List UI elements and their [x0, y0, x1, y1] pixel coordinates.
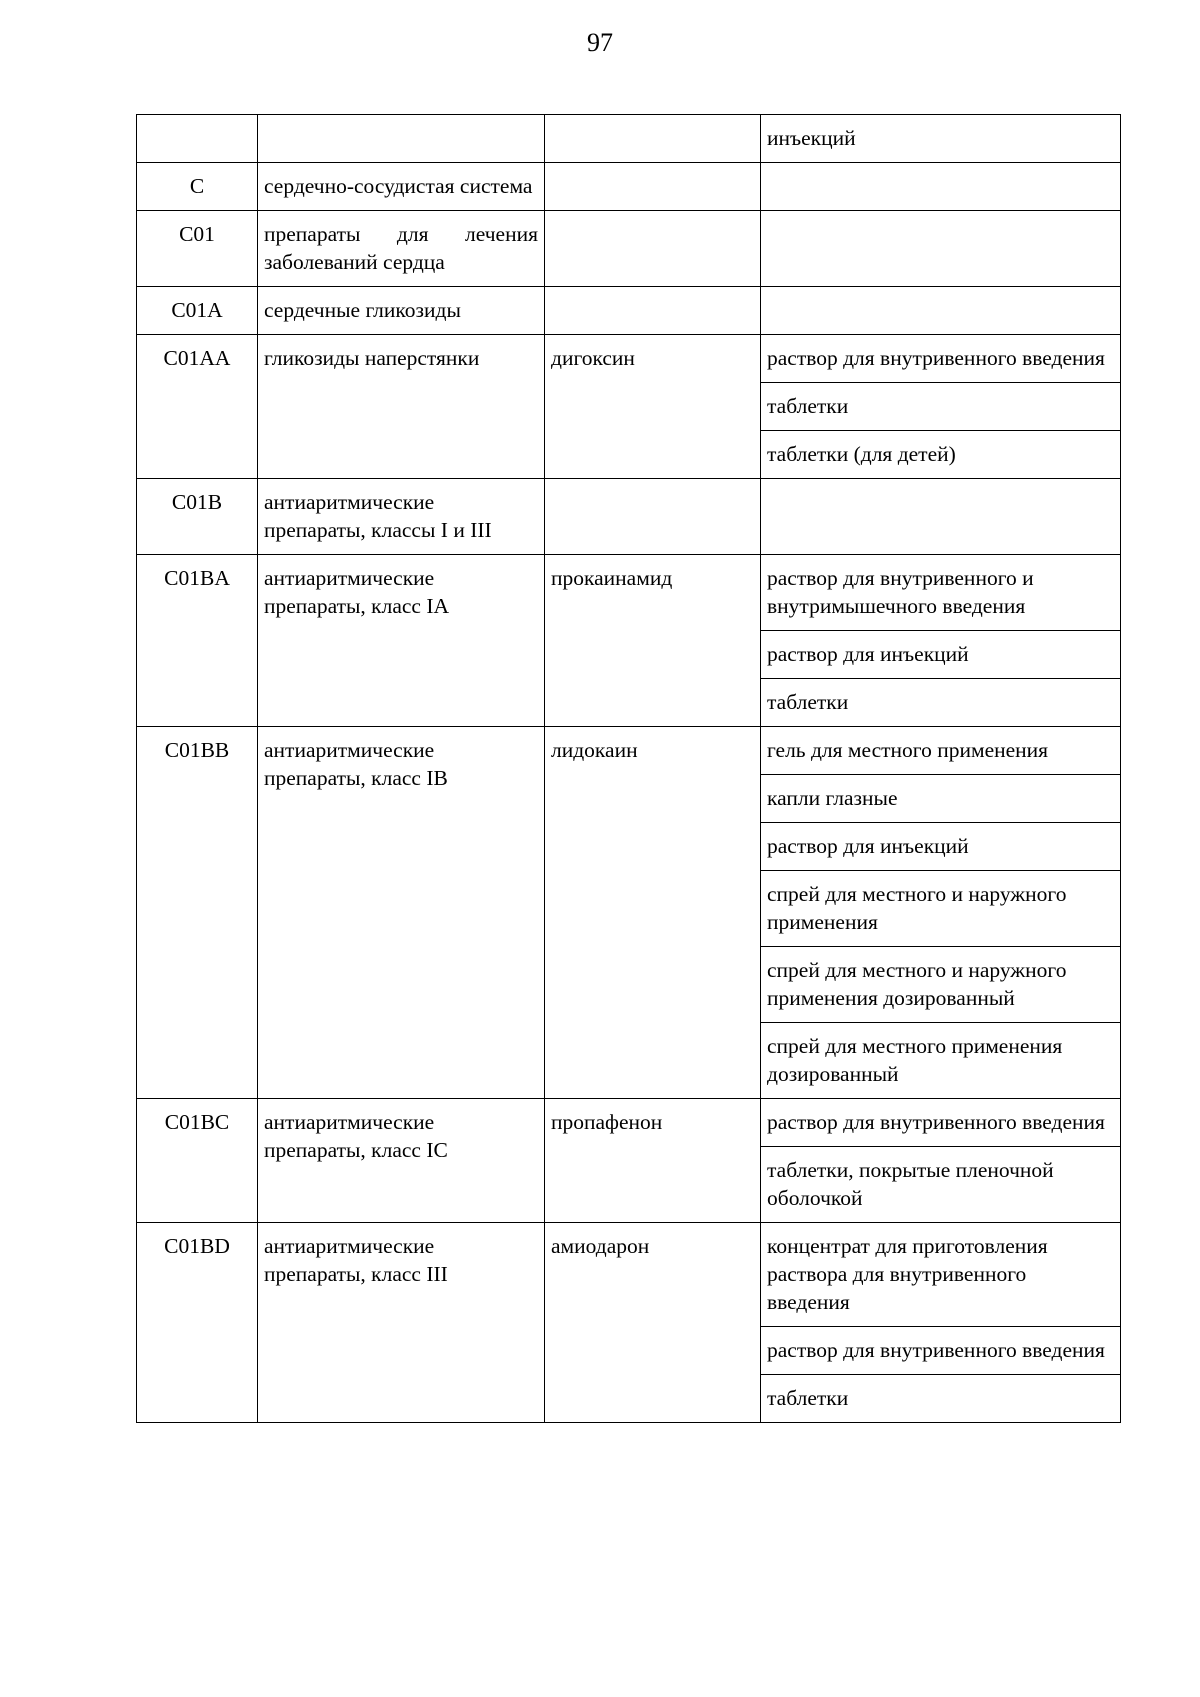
dosage-form-cell: инъекций: [761, 115, 1121, 163]
dosage-form-cell: [761, 287, 1121, 335]
dosage-form-cell: спрей для местного и наружного применения: [761, 871, 1121, 947]
dosage-form-cell: раствор для инъекций: [761, 631, 1121, 679]
group-name-cell: сердечно-сосудистая система: [258, 163, 545, 211]
drug-name-cell: прокаинамид: [545, 555, 761, 727]
table-row: [137, 115, 1121, 163]
table-row: [137, 211, 1121, 287]
dosage-form-cell: [761, 163, 1121, 211]
atc-code-cell: C01: [137, 211, 258, 287]
group-name-cell: антиаритмические препараты, класс IB: [258, 727, 545, 1099]
dosage-form-cell: таблетки: [761, 679, 1121, 727]
group-name-cell: гликозиды наперстянки: [258, 335, 545, 479]
group-name-cell: антиаритмические препараты, класс IA: [258, 555, 545, 727]
atc-code-cell: C01BB: [137, 727, 258, 1099]
atc-code-cell: [137, 115, 258, 163]
dosage-form-cell: концентрат для приготовления раствора для внутривенного введения: [761, 1223, 1121, 1327]
table-row: [137, 555, 1121, 631]
drug-name-cell: [545, 287, 761, 335]
dosage-form-cell: [761, 211, 1121, 287]
dosage-form-cell: спрей для местного применения дозированный: [761, 1023, 1121, 1099]
dosage-form-cell: спрей для местного и наружного применения дозированный: [761, 947, 1121, 1023]
medication-table: [136, 114, 1121, 1423]
table-row: [137, 479, 1121, 555]
dosage-form-cell: капли глазные: [761, 775, 1121, 823]
atc-code-cell: C: [137, 163, 258, 211]
dosage-form-cell: таблетки: [761, 383, 1121, 431]
atc-code-cell: C01A: [137, 287, 258, 335]
dosage-form-cell: гель для местного применения: [761, 727, 1121, 775]
group-name-cell: антиаритмические препараты, класс IC: [258, 1099, 545, 1223]
atc-code-cell: C01AA: [137, 335, 258, 479]
drug-name-cell: лидокаин: [545, 727, 761, 1099]
dosage-form-cell: раствор для внутривенного и внутримышечного введения: [761, 555, 1121, 631]
page-number: 97: [587, 28, 613, 57]
dosage-form-cell: [761, 479, 1121, 555]
group-name-cell: препараты для лечения заболеваний сердца: [258, 211, 545, 287]
atc-code-cell: C01BC: [137, 1099, 258, 1223]
drug-name-cell: [545, 211, 761, 287]
dosage-form-cell: таблетки: [761, 1375, 1121, 1423]
group-name-cell: [258, 115, 545, 163]
table-row: [137, 163, 1121, 211]
dosage-form-cell: таблетки (для детей): [761, 431, 1121, 479]
dosage-form-cell: таблетки, покрытые пленочной оболочкой: [761, 1147, 1121, 1223]
drug-name-cell: [545, 115, 761, 163]
table-row: [137, 287, 1121, 335]
table-row: [137, 1223, 1121, 1327]
drug-name-cell: дигоксин: [545, 335, 761, 479]
atc-code-cell: C01B: [137, 479, 258, 555]
table-row: [137, 727, 1121, 775]
atc-code-cell: C01BD: [137, 1223, 258, 1423]
drug-name-cell: пропафенон: [545, 1099, 761, 1223]
dosage-form-cell: раствор для внутривенного введения: [761, 335, 1121, 383]
drug-name-cell: амиодарон: [545, 1223, 761, 1423]
group-name-cell: сердечные гликозиды: [258, 287, 545, 335]
group-name-cell: антиаритмические препараты, классы I и III: [258, 479, 545, 555]
drug-name-cell: [545, 479, 761, 555]
atc-code-cell: C01BA: [137, 555, 258, 727]
table-row: [137, 1099, 1121, 1147]
group-name-cell: антиаритмические препараты, класс III: [258, 1223, 545, 1423]
drug-name-cell: [545, 163, 761, 211]
dosage-form-cell: раствор для внутривенного введения: [761, 1327, 1121, 1375]
dosage-form-cell: раствор для инъекций: [761, 823, 1121, 871]
dosage-form-cell: раствор для внутривенного введения: [761, 1099, 1121, 1147]
table-row: [137, 335, 1121, 383]
